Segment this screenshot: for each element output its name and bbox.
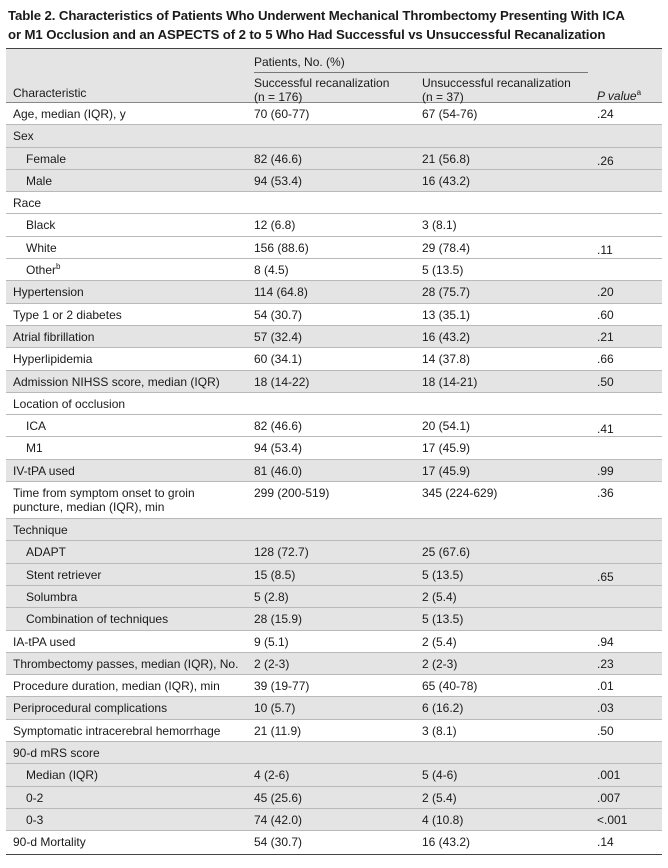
p-value: .41 [597,421,614,436]
unsuccessful-value: 25 (67.6) [422,545,471,560]
caption-line-1: Table 2. Characteristics of Patients Who Underwent Mechanical Thrombectomy Presenting With ICA [8,8,625,23]
row-label: Atrial fibrillation [13,329,95,344]
table-header [6,49,662,103]
p-value: .001 [597,768,621,783]
p-value: .11 [597,243,613,258]
row-label: 0-2 [26,790,44,805]
successful-value: 60 (34.1) [254,352,303,367]
row-label: Stent retriever [26,567,102,582]
table-row [6,586,662,608]
successful-value: 82 (46.6) [254,151,303,166]
row-label: Admission NIHSS score, median (IQR) [13,374,220,389]
header-group-rule [254,72,588,73]
successful-value: 156 (88.6) [254,240,309,255]
successful-value: 15 (8.5) [254,567,296,582]
header-successful-line1: Successful recanalization [254,76,390,90]
table-row [6,631,662,653]
table-row [6,437,662,459]
group-race [6,192,662,281]
p-value: .01 [597,679,614,694]
row-label: Sex [13,129,34,144]
successful-value: 70 (60-77) [254,107,310,121]
unsuccessful-value: 2 (5.4) [422,790,457,805]
row-label-text: Other [26,263,57,278]
successful-value: 21 (11.9) [254,723,302,738]
row-label: Symptomatic intracerebral hemorrhage [13,723,221,738]
unsuccessful-value: 3 (8.1) [422,218,457,233]
row-label: Hypertension [13,285,84,300]
row-label: ADAPT [26,545,67,560]
unsuccessful-value: 67 (54-76) [422,107,478,121]
p-value: .14 [597,835,614,850]
unsuccessful-value: 2 (5.4) [422,634,457,649]
row-label: Type 1 or 2 diabetes [13,307,122,322]
row-label: White [26,240,57,255]
table-row [6,348,662,370]
table-row [6,787,662,809]
row-label [13,486,195,514]
header-patients-group: Patients, No. (%) [254,55,345,69]
row-label: 90-d Mortality [13,835,86,850]
table-row [6,675,662,697]
header-unsuccessful [422,76,587,104]
table-row [6,237,662,259]
successful-value: 2 (2-3) [254,656,290,671]
header-p-value-text: P value [597,89,637,103]
unsuccessful-value: 28 (75.7) [422,285,471,300]
unsuccessful-value: 2 (5.4) [422,589,457,604]
successful-value: 57 (32.4) [254,329,303,344]
unsuccessful-value: 4 (10.8) [422,812,464,827]
successful-value: 82 (46.6) [254,419,303,434]
table-row [6,764,662,786]
successful-value: 5 (2.8) [254,589,289,604]
table-row [6,564,662,586]
unsuccessful-value: 345 (224-629) [422,486,498,501]
p-value: .24 [597,107,614,121]
header-p-value [597,86,641,103]
table-row [6,608,662,630]
successful-value: 10 (5.7) [254,701,296,716]
table-row [6,371,662,393]
row-label: 90-d mRS score [13,746,100,761]
row-label-line2: puncture, median (IQR), min [13,500,165,515]
header-unsuccessful-line2: (n = 37) [422,90,464,104]
unsuccessful-value: 17 (45.9) [422,463,471,478]
p-value: .50 [597,374,614,389]
successful-value: 74 (42.0) [254,812,303,827]
p-value: .007 [597,790,621,805]
p-value: .20 [597,285,614,300]
unsuccessful-value: 13 (35.1) [422,307,471,322]
p-value: .26 [597,154,614,169]
table-row [6,519,662,541]
table-row [6,697,662,719]
row-label: IA-tPA used [13,634,76,649]
row-label: Black [26,218,56,233]
unsuccessful-value: 5 (13.5) [422,567,464,582]
table-row [6,125,662,147]
group-technique [6,519,662,630]
unsuccessful-value: 16 (43.2) [422,173,471,188]
table-row [6,214,662,236]
successful-value: 54 (30.7) [254,835,303,850]
table-row [6,541,662,563]
row-label: Female [26,151,67,166]
unsuccessful-value: 16 (43.2) [422,835,471,850]
unsuccessful-value: 20 (54.1) [422,419,471,434]
p-value: .36 [597,486,614,501]
table-row [6,831,662,853]
table-row [6,393,662,415]
unsuccessful-value: 29 (78.4) [422,240,471,255]
table-row [6,103,662,125]
p-value: .60 [597,307,614,322]
unsuccessful-value: 5 (4-6) [422,768,458,783]
characteristics-table [6,48,662,855]
row-label: Thrombectomy passes, median (IQR), No. [13,656,239,671]
row-label: ICA [26,419,47,434]
p-value: .94 [597,634,614,649]
successful-value: 39 (19-77) [254,679,310,694]
row-label: Location of occlusion [13,396,126,411]
table-row [6,460,662,482]
table-row [6,326,662,348]
row-label: Age, median (IQR), y [13,107,126,121]
row-label: 0-3 [26,812,44,827]
successful-value: 94 (53.4) [254,173,303,188]
unsuccessful-value: 6 (16.2) [422,701,464,716]
unsuccessful-value: 2 (2-3) [422,656,458,671]
header-successful [254,76,419,104]
successful-value: 299 (200-519) [254,486,330,501]
row-label [26,259,60,281]
table-row [6,259,662,281]
successful-value: 114 (64.8) [254,285,308,300]
unsuccessful-value: 5 (13.5) [422,263,464,278]
successful-value: 94 (53.4) [254,441,303,456]
p-value: .03 [597,701,614,716]
header-unsuccessful-line1: Unsuccessful recanalization [422,76,571,90]
table-row [6,742,662,764]
unsuccessful-value: 16 (43.2) [422,329,471,344]
table-row [6,281,662,303]
p-value: .66 [597,352,614,367]
successful-value: 4 (2-6) [254,768,290,783]
successful-value: 128 (72.7) [254,545,309,560]
table-row [6,415,662,437]
row-label: IV-tPA used [13,463,75,478]
table-row [6,304,662,326]
row-label: M1 [26,441,43,456]
unsuccessful-value: 5 (13.5) [422,612,464,627]
header-p-value-footnote: a [636,88,642,97]
table-row [6,482,662,519]
table-row [6,653,662,675]
successful-value: 9 (5.1) [254,634,289,649]
p-value: .99 [597,463,614,478]
row-label: Solumbra [26,589,78,604]
p-value: .50 [597,723,614,738]
row-label: Hyperlipidemia [13,352,93,367]
successful-value: 28 (15.9) [254,612,303,627]
row-label: Male [26,173,53,188]
header-successful-line2: (n = 176) [254,90,303,104]
unsuccessful-value: 17 (45.9) [422,441,471,456]
table-row [6,192,662,214]
successful-value: 54 (30.7) [254,307,303,322]
unsuccessful-value: 65 (40-78) [422,679,478,694]
successful-value: 12 (6.8) [254,218,296,233]
group-sex [6,125,662,192]
successful-value: 8 (4.5) [254,263,289,278]
header-characteristic: Characteristic [13,86,87,100]
table-row [6,809,662,831]
p-value: .21 [597,329,614,344]
unsuccessful-value: 14 (37.8) [422,352,471,367]
row-label: Periprocedural complications [13,701,168,716]
table-row [6,148,662,170]
successful-value: 45 (25.6) [254,790,303,805]
p-value: <.001 [597,812,628,827]
row-label: Median (IQR) [26,768,99,783]
row-label: Procedure duration, median (IQR), min [13,679,220,694]
successful-value: 18 (14-22) [254,374,310,389]
table-row [6,720,662,742]
unsuccessful-value: 21 (56.8) [422,151,471,166]
table-row [6,170,662,192]
row-label: Race [13,196,42,211]
unsuccessful-value: 18 (14-21) [422,374,478,389]
caption-line-2: or M1 Occlusion and an ASPECTS of 2 to 5 Who Had Successful vs Unsuccessful Recanalization [8,27,606,42]
row-label: Combination of techniques [26,612,169,627]
unsuccessful-value: 3 (8.1) [422,723,457,738]
p-value: .23 [597,656,614,671]
group-location [6,393,662,460]
table-caption [6,6,662,48]
successful-value: 81 (46.0) [254,463,303,478]
p-value: .65 [597,570,614,585]
footnote-marker: b [56,262,61,272]
row-label: Technique [13,523,68,538]
row-label-line1: Time from symptom onset to groin [13,486,195,501]
